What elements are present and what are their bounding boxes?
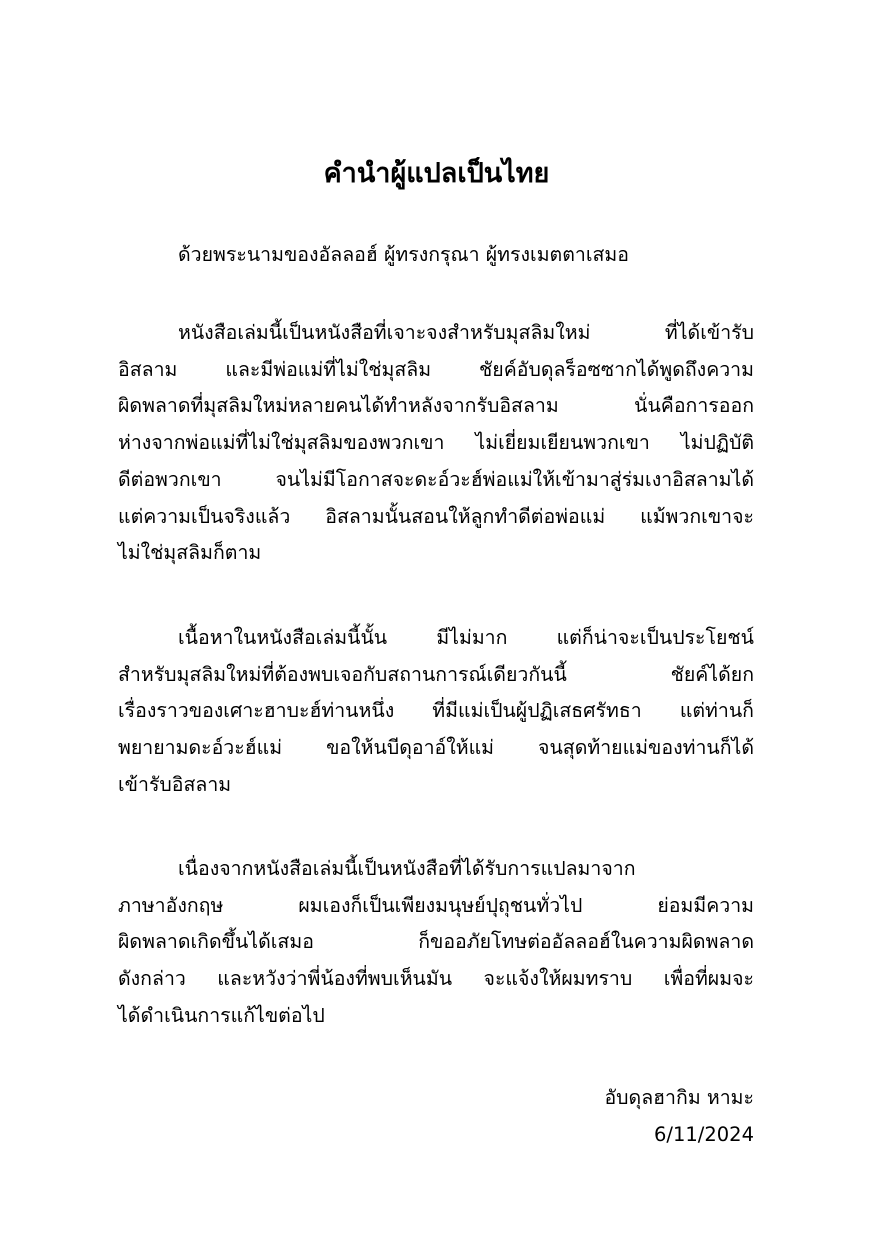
paragraph-line: เนื้อหาในหนังสือเล่มนี้นั้น มีไม่มาก แต่ก็น่าจะเป็นประโยชน์ [178, 626, 754, 649]
paragraph-3 [118, 851, 754, 1035]
paragraph-line: เรื่องราวของเศาะฮาบะฮ์ท่านหนึ่ง ที่มีแม่เป็นผู้ปฏิเสธศรัทธา แต่ท่านก็ [118, 699, 754, 723]
basmala-line [118, 237, 754, 274]
paragraph-line: พยายามดะอ์วะฮ์แม่ ขอให้นบีดุอาอ์ให้แม่ จนสุดท้ายแม่ของท่านก็ได้ [118, 736, 754, 760]
paragraph-line: อิสลาม และมีพ่อแม่ที่ไม่ใช่มุสลิม ชัยค์อับดุลร็อซซากได้พูดถึงความ [118, 357, 754, 381]
paragraph-line: ไม่ใช่มุสลิมก็ตาม [118, 541, 262, 565]
paragraph-line: หนังสือเล่มนี้เป็นหนังสือที่เจาะจงสำหรับมุสลิมใหม่ ที่ได้เข้ารับ [178, 321, 754, 344]
paragraph-line: เข้ารับอิสลาม [118, 772, 232, 796]
paragraph-line: ผิดพลาดเกิดขึ้นได้เสมอ ก็ขออภัยโทษต่ออัลลอฮ์ในความผิดพลาด [118, 930, 754, 954]
signature-block [604, 1080, 754, 1153]
paragraph-line: ดังกล่าว และหวังว่าพี่น้องที่พบเห็นมัน จะแจ้งให้ผมทราบ เพื่อที่ผมจะ [118, 967, 754, 991]
paragraph-line: ผิดพลาดที่มุสลิมใหม่หลายคนได้ทำหลังจากรับอิสลาม นั่นคือการออก [118, 394, 754, 418]
paragraph-1 [118, 315, 754, 572]
signature-name: อับดุลฮากิม หามะ [604, 1086, 754, 1109]
paragraph-line: เนื่องจากหนังสือเล่มนี้เป็นหนังสือที่ได้รับการแปลมาจาก [178, 857, 636, 880]
paragraph-line: แต่ความเป็นจริงแล้ว อิสลามนั้นสอนให้ลูกทำดีต่อพ่อแม่ แม้พวกเขาจะ [118, 504, 754, 528]
paragraph-line: ได้ดำเนินการแก้ไขต่อไป [118, 1003, 325, 1027]
paragraph-line: ดีต่อพวกเขา จนไม่มีโอกาสจะดะอ์วะฮ์พ่อแม่ให้เข้ามาสู่ร่มเงาอิสลามได้ [118, 467, 754, 491]
paragraph-line: ภาษาอังกฤษ ผมเองก็เป็นเพียงมนุษย์ปุถุชนทั่วไป ย่อมมีความ [118, 893, 754, 917]
basmala-text: ด้วยพระนามของอัลลอฮ์ ผู้ทรงกรุณา ผู้ทรงเมตตาเสมอ [178, 243, 629, 266]
page-title: คำนำผู้แปลเป็นไทย [323, 158, 550, 189]
signature-date: 6/11/2024 [654, 1122, 754, 1146]
paragraph-line: ห่างจากพ่อแม่ที่ไม่ใช่มุสลิมของพวกเขา ไม่เยี่ยมเยียนพวกเขา ไม่ปฏิบัติ [118, 431, 754, 455]
paragraph-2 [118, 620, 754, 804]
paragraph-line: สำหรับมุสลิมใหม่ที่ต้องพบเจอกับสถานการณ์เดียวกันนี้ ชัยค์ได้ยก [118, 662, 754, 686]
